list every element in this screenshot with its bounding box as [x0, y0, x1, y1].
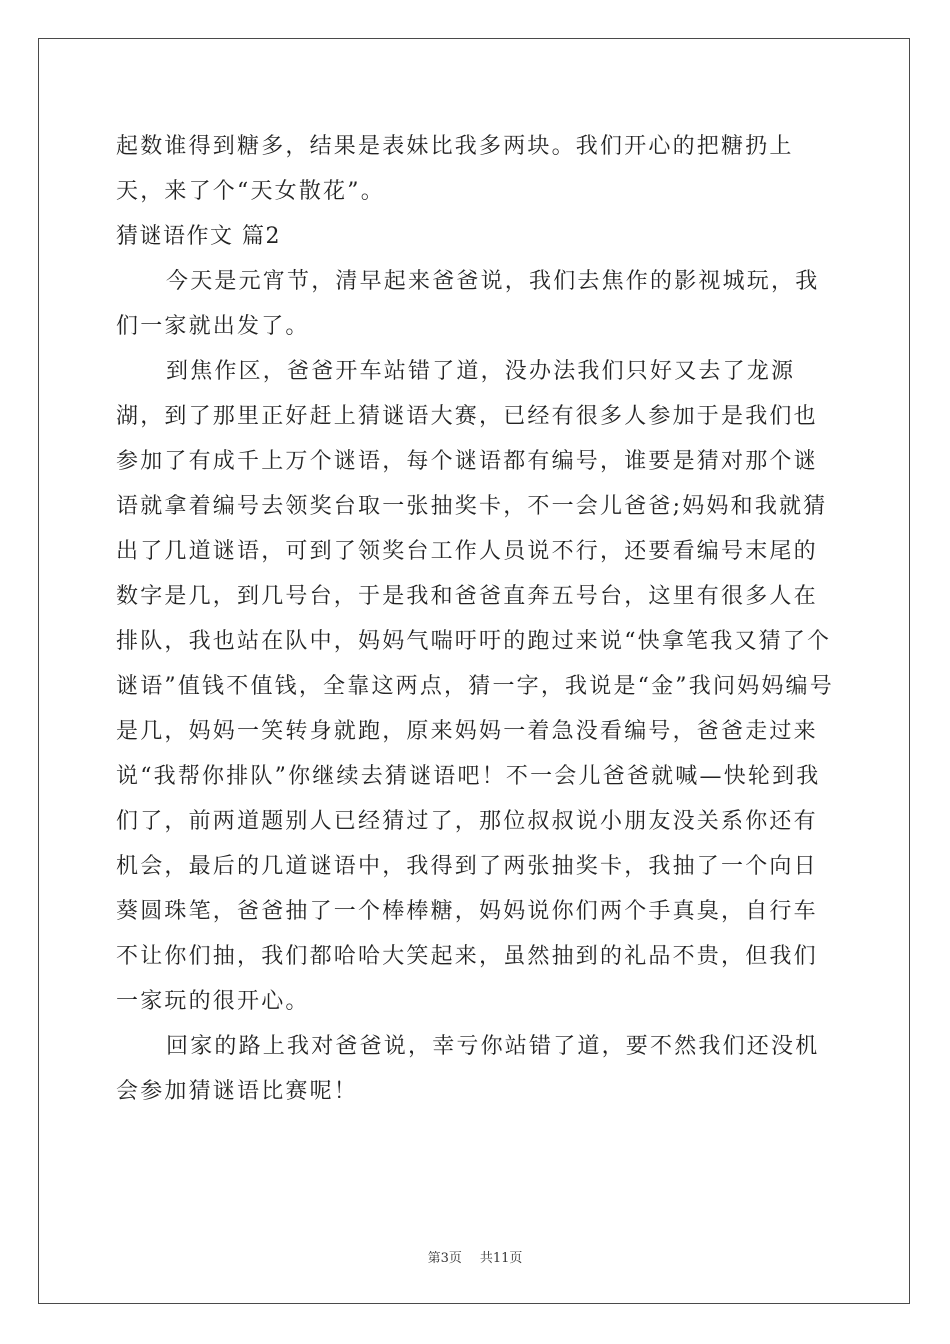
section-heading: 猜谜语作文 篇2 [116, 224, 281, 249]
paragraph-4: 回家的路上我对爸爸说，幸亏你站错了道，要不然我们还没机会参加猜谜语比赛呢！ [116, 1034, 820, 1104]
document-body [116, 124, 838, 1114]
page-number: 第3页 [427, 1251, 462, 1266]
paragraph-1: 起数谁得到糖多，结果是表妹比我多两块。我们开心的把糖扔上天，来了个“天女散花”。 [116, 134, 794, 204]
page-total: 共11页 [479, 1251, 523, 1266]
paragraph-3: 到焦作区，爸爸开车站错了道，没办法我们只好又去了龙源湖，到了那里正好赶上猜谜语大赛，已经有很多人参加于是我们也参加了有成千上万个谜语，每个谜语都有编号，谁要是猜对那个谜语就拿着编号去领奖台取一张抽奖卡，不一会儿爸爸;妈妈和我就猜出了几道谜语，可到了领奖台工作人员说不行，还要看编号末尾的数字是几，到几号台，于是我和爸爸直奔五号台，这里有很多人在排队，我也站在队中，妈妈气喘吁吁的跑过来说“快拿笔我又猜了个谜语”值钱不值钱，全靠这两点，猜一字，我说是“金”我问妈妈编号是几，妈妈一笑转身就跑，原来妈妈一着急没看编号，爸爸走过来说“我帮你排队”你继续去猜谜语吧！不一会儿爸爸就喊—快轮到我们了，前两道题别人已经猜过了，那位叔叔说小朋友没关系你还有机会，最后的几道谜语中，我得到了两张抽奖卡，我抽了一个向日葵圆珠笔，爸爸抽了一个棒棒糖，妈妈说你们两个手真臭，自行车不让你们抽，我们都哈哈大笑起来，虽然抽到的礼品不贵，但我们一家玩的很开心。 [116, 359, 834, 1014]
paragraph-2: 今天是元宵节，清早起来爸爸说，我们去焦作的影视城玩，我们一家就出发了。 [116, 269, 820, 339]
page-footer [0, 1247, 950, 1266]
